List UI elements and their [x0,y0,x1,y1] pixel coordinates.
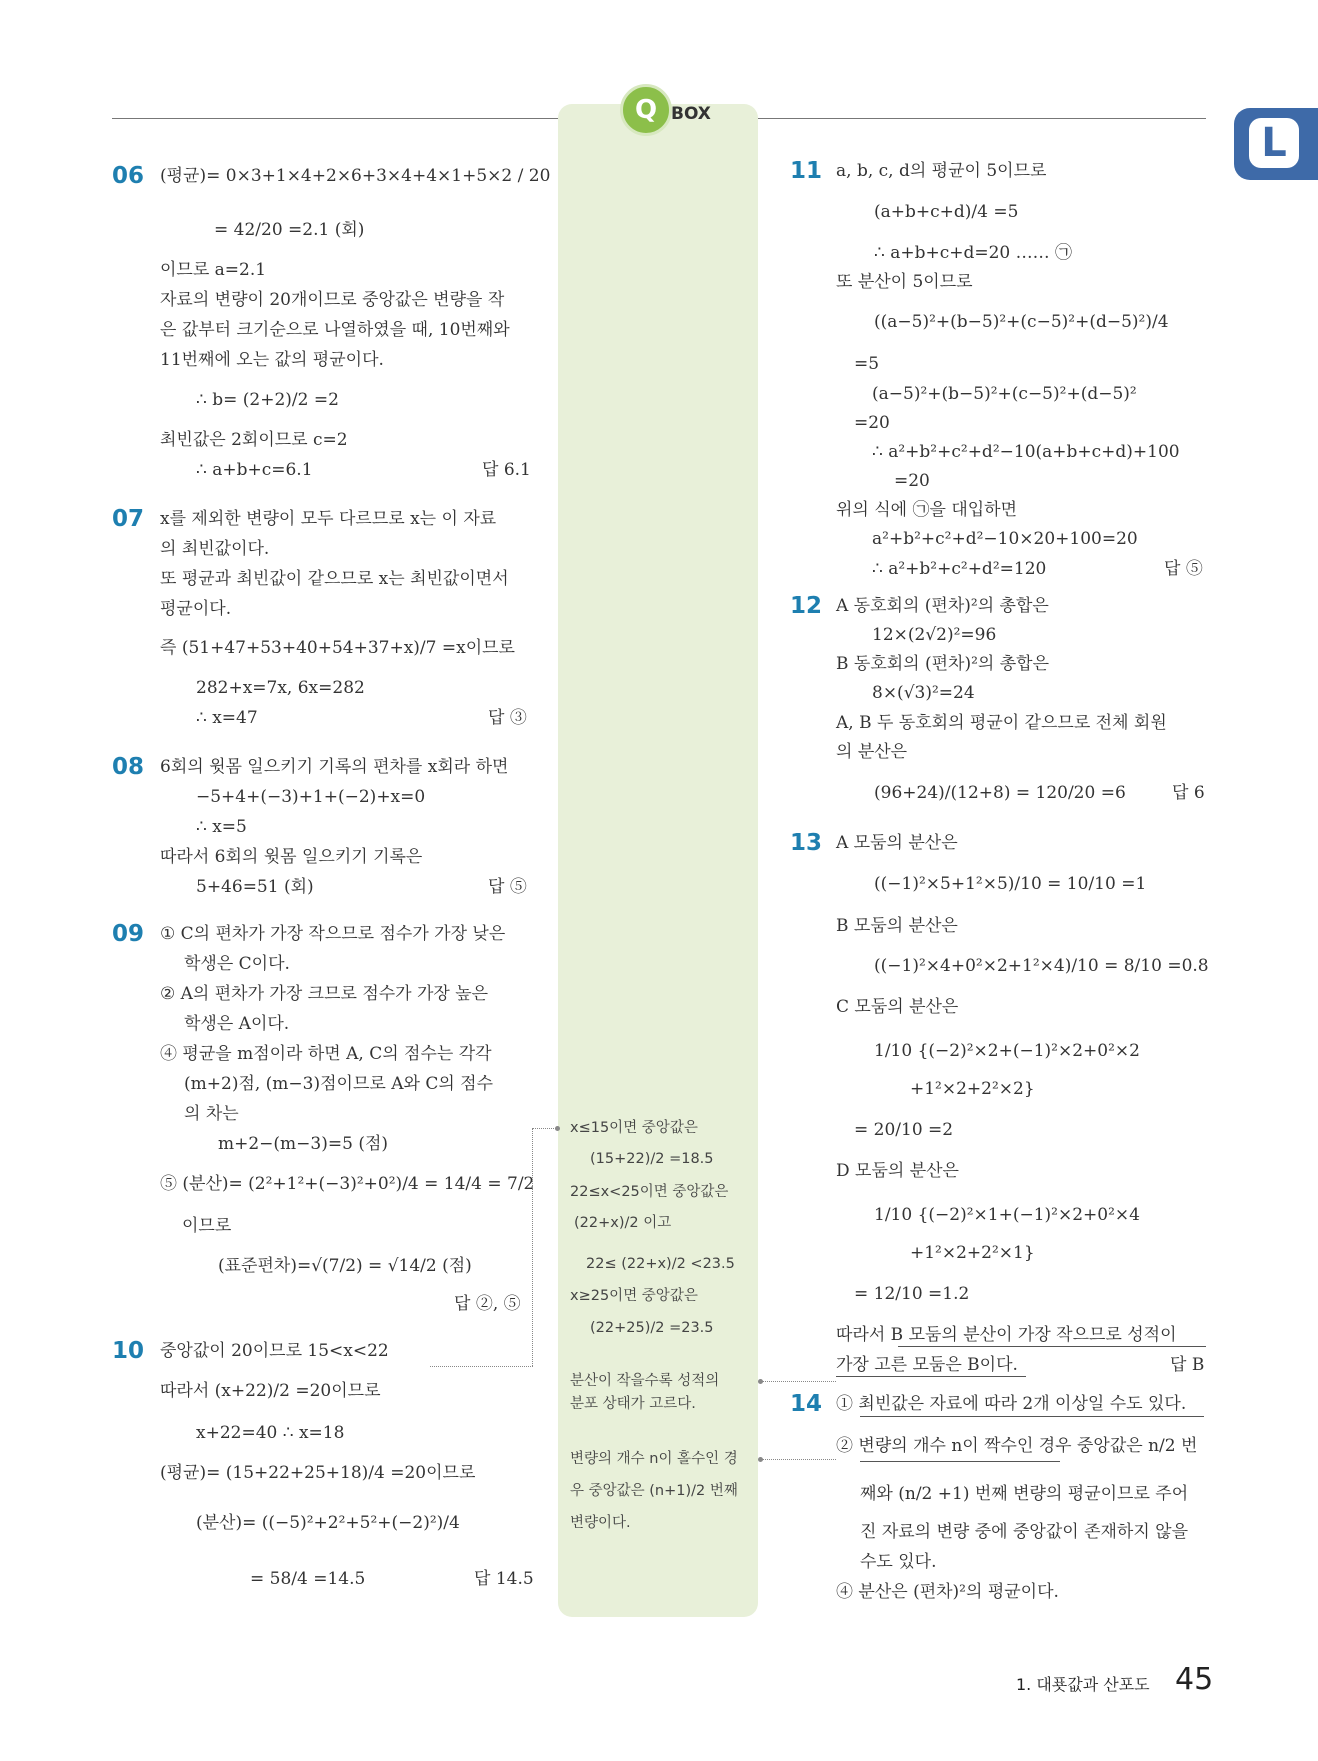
problem-number: 14 [790,1391,823,1417]
underline [860,1416,1204,1417]
solution-line: 11번째에 오는 값의 평균이다. [160,350,384,370]
solution-line: ∴ a²+b²+c²+d²=120 [872,559,1047,579]
qbox-note: (22+25)/2 =23.5 [590,1320,714,1336]
header-rule-right [758,118,1206,119]
solution-line: ∴ a+b+c=6.1 [196,460,313,480]
solution-line: C 모둠의 분산은 [836,997,959,1017]
solution-line: ∴ x=5 [196,817,247,837]
solution-line: ∴ a+b+c+d=20 …… ㉠ [874,243,1073,263]
answer-label: 답 ⑤ [488,877,527,897]
solution-line: m+2−(m−3)=5 (점) [218,1134,389,1154]
solution-line: (분산)= ((−5)²+2²+5²+(−2)²)/4 [196,1513,460,1533]
underline [860,1461,1060,1462]
solution-line: 또 분산이 5이므로 [836,272,973,292]
solution-line: 5+46=51 (회) [196,877,314,897]
qbox-note: (22+x)/2 이고 [574,1215,672,1231]
solution-line: (a+b+c+d)/4 =5 [874,202,1019,222]
solution-line: D 모둠의 분산은 [836,1161,959,1181]
solution-line: A 모둠의 분산은 [836,833,958,853]
solution-line: 자료의 변량이 20개이므로 중앙값은 변량을 작 [160,290,505,310]
underline [836,1376,1026,1377]
leader-line [762,1459,836,1460]
answer-label: 답 6.1 [482,460,531,480]
solution-line: 1/10 {(−2)²×2+(−1)²×2+0²×2 [874,1041,1140,1061]
solution-line: =20 [854,413,890,433]
solution-line: ② A의 편차가 가장 크므로 점수가 가장 높은 [160,984,489,1004]
solution-line: 따라서 6회의 윗몸 일으키기 기록은 [160,847,423,867]
solution-line: = 20/10 =2 [854,1120,954,1140]
solution-line: 이므로 [182,1216,232,1236]
solution-line: 따라서 (x+22)/2 =20이므로 [160,1381,381,1401]
page-number: 45 [1175,1662,1214,1697]
solution-line: 의 차는 [184,1104,239,1124]
solution-line: 즉 (51+47+53+40+54+37+x)/7 =x이므로 [160,638,515,658]
solution-line: (a−5)²+(b−5)²+(c−5)²+(d−5)² [872,384,1137,404]
solution-line: A, B 두 동호회의 평균이 같으므로 전체 회원 [836,713,1167,733]
problem-number: 06 [112,163,145,189]
solution-line: 12×(2√2)²=96 [872,625,997,645]
solution-line: 평균이다. [160,599,232,619]
problem-number: 13 [790,830,823,856]
solution-line: a²+b²+c²+d²−10×20+100=20 [872,529,1138,549]
qbox-note: (15+22)/2 =18.5 [590,1151,714,1167]
solution-line: 또 평균과 최빈값이 같으므로 x는 최빈값이면서 [160,569,509,589]
solution-line: ② 변량의 개수 n이 짝수인 경우 중앙값은 n/2 번 [836,1436,1198,1456]
problem-number: 08 [112,754,145,780]
solution-line: −5+4+(−3)+1+(−2)+x=0 [196,787,426,807]
answer-label: 답 ⑤ [1164,559,1203,579]
answer-label: 답 ②, ⑤ [454,1294,521,1314]
solution-line: 의 분산은 [836,742,908,762]
qbox-note: 분포 상태가 고르다. [570,1396,696,1412]
solution-line: (평균)= (15+22+25+18)/4 =20이므로 [160,1463,476,1483]
leader-line [532,1128,533,1366]
underline [898,1346,1206,1347]
solution-line: B 모둠의 분산은 [836,916,958,936]
answer-label: 답 B [1170,1355,1205,1375]
answer-label: 답 14.5 [474,1569,534,1589]
solution-line: 학생은 C이다. [184,954,290,974]
qbox-note: 분산이 작을수록 성적의 [570,1373,720,1389]
solution-line: ⑤ (분산)= (2²+1²+(−3)²+0²)/4 = 14/4 = 7/2 [160,1174,535,1194]
solution-line: ((−1)²×4+0²×2+1²×4)/10 = 8/10 =0.8 [874,956,1209,976]
solution-line: ④ 평균을 m점이라 하면 A, C의 점수는 각각 [160,1044,492,1064]
solution-line: (m+2)점, (m−3)점이므로 A와 C의 점수 [184,1074,493,1094]
solution-line: ① 최빈값은 자료에 따라 2개 이상일 수도 있다. [836,1394,1187,1414]
qbox-note: 우 중앙값은 (n+1)/2 번째 [570,1483,738,1499]
solution-line: 은 값부터 크기순으로 나열하였을 때, 10번째와 [160,320,510,340]
solution-line: 학생은 A이다. [184,1014,290,1034]
solution-line: ④ 분산은 (편차)²의 평균이다. [836,1582,1059,1602]
leader-line [762,1381,836,1382]
chapter-tab-letter: L [1249,118,1299,168]
solution-line: ∴ a²+b²+c²+d²−10(a+b+c+d)+100 [872,442,1180,462]
qbox-note: 변량이다. [570,1515,631,1531]
qbox-label: BOX [671,104,711,124]
problem-number: 12 [790,593,823,619]
qbox-note: 변량의 개수 n이 홀수인 경 [570,1451,738,1467]
solution-line: = 12/10 =1.2 [854,1284,970,1304]
solution-line: 6회의 윗몸 일으키기 기록의 편차를 x회라 하면 [160,757,509,777]
qbox-badge: Q [620,84,672,136]
solution-line: 이므로 a=2.1 [160,260,267,280]
solution-line: ((−1)²×5+1²×5)/10 = 10/10 =1 [874,874,1147,894]
solution-line: 1/10 {(−2)²×1+(−1)²×2+0²×4 [874,1205,1140,1225]
solution-line: ① C의 편차가 가장 작으므로 점수가 가장 낮은 [160,924,506,944]
solution-line: A 동호회의 (편차)²의 총합은 [836,596,1049,616]
problem-number: 07 [112,506,145,532]
solution-line: (96+24)/(12+8) = 120/20 =6 [874,783,1126,803]
solution-line: +1²×2+2²×2} [910,1079,1035,1099]
solution-line: 8×(√3)²=24 [872,683,975,703]
problem-number: 10 [112,1338,145,1364]
solution-line: = 58/4 =14.5 [250,1569,366,1589]
solution-line: =20 [894,471,930,491]
leader-line [532,1128,556,1129]
solution-line: 진 자료의 변량 중에 중앙값이 존재하지 않을 [860,1522,1189,1542]
qbox-note: x≤15이면 중앙값은 [570,1120,698,1136]
leader-line [430,1366,533,1367]
solution-line: ∴ x=47 [196,708,258,728]
solution-line: 수도 있다. [860,1552,937,1572]
solution-line: 위의 식에 ㉠을 대입하면 [836,500,1018,520]
solution-line: x를 제외한 변량이 모두 다르므로 x는 이 자료 [160,509,497,529]
solution-line: x+22=40 ∴ x=18 [196,1423,345,1443]
solution-line: (표준편차)=√(7/2) = √14/2 (점) [218,1256,472,1276]
problem-number: 11 [790,158,823,184]
solution-line: ∴ b= (2+2)/2 =2 [196,390,339,410]
solution-line: 따라서 B 모둠의 분산이 가장 작으므로 성적이 [836,1325,1177,1345]
qbox-note: x≥25이면 중앙값은 [570,1288,698,1304]
solution-line: (평균)= 0×3+1×4+2×6+3×4+4×1+5×2 / 20 [160,166,551,186]
solution-line: +1²×2+2²×1} [910,1243,1035,1263]
solution-line: ((a−5)²+(b−5)²+(c−5)²+(d−5)²)/4 [874,312,1169,332]
chapter-footer: 1. 대푯값과 산포도 [1016,1675,1150,1694]
solution-line: =5 [854,354,880,374]
solution-line: 282+x=7x, 6x=282 [196,678,365,698]
solution-line: 가장 고른 모둠은 B이다. [836,1355,1018,1375]
answer-label: 답 6 [1172,783,1205,803]
solution-line: 의 최빈값이다. [160,539,270,559]
solution-line: 째와 (n/2 +1) 번째 변량의 평균이므로 주어 [860,1484,1189,1504]
qbox-note: 22≤ (22+x)/2 <23.5 [586,1256,735,1272]
answer-label: 답 ③ [488,708,527,728]
solution-line: = 42/20 =2.1 (회) [214,220,365,240]
solution-line: 중앙값이 20이므로 15<x<22 [160,1341,389,1361]
header-rule-left [112,118,558,119]
solution-line: a, b, c, d의 평균이 5이므로 [836,161,1047,181]
qbox-note: 22≤x<25이면 중앙값은 [570,1184,729,1200]
problem-number: 09 [112,921,145,947]
solution-line: B 동호회의 (편차)²의 총합은 [836,654,1050,674]
solution-line: 최빈값은 2회이므로 c=2 [160,430,348,450]
